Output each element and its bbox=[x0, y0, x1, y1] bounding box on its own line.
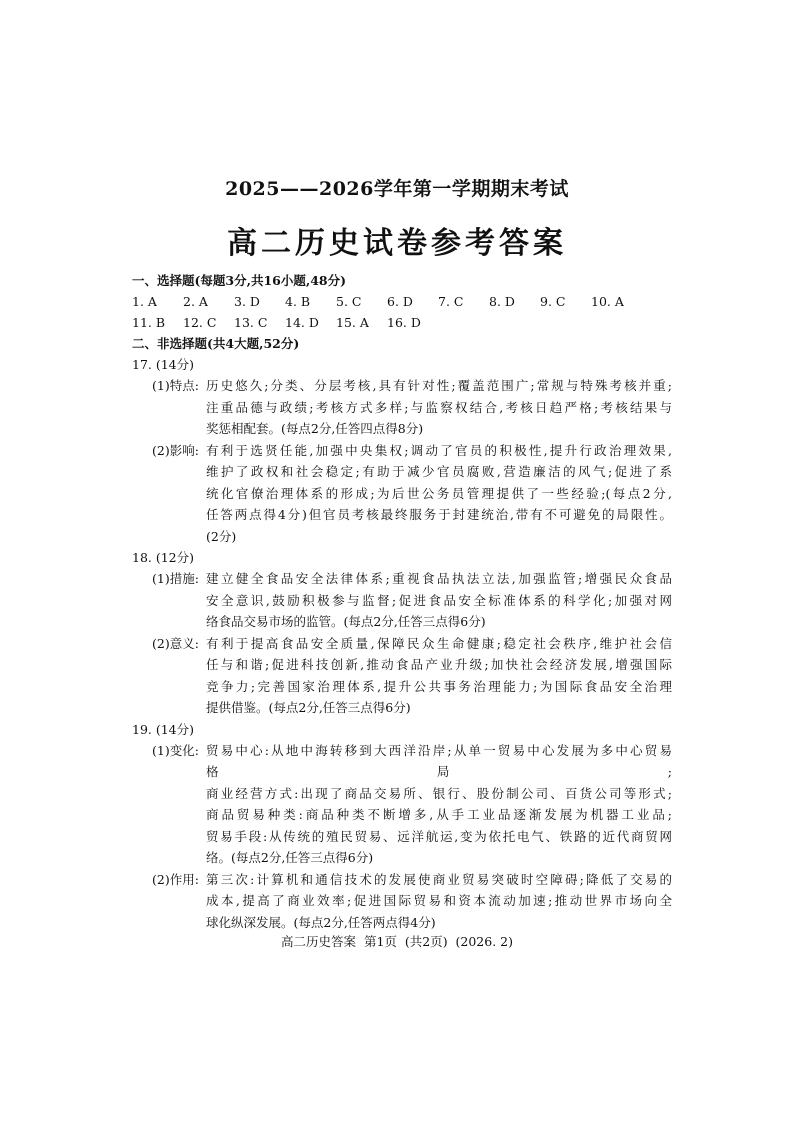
choice-answer: 3. D bbox=[234, 294, 260, 309]
part-text bbox=[206, 633, 672, 719]
choice-answer: 1. A bbox=[132, 294, 157, 309]
part-text bbox=[206, 440, 672, 548]
page-footer: 高二历史答案 第1页 (共2页) (2026. 2) bbox=[281, 934, 513, 949]
part-text bbox=[206, 869, 672, 934]
answer-part bbox=[152, 375, 672, 440]
question-number: 17. (14分) bbox=[132, 357, 195, 372]
answer-part bbox=[152, 869, 672, 934]
answer-line: 成本,提高了商业效率;促进国际贸易和资本流动加速;推动世界市场向全 bbox=[206, 893, 672, 908]
answer-line: 贸易手段:从传统的殖民贸易、远洋航运,变为依托电气、铁路的近代商贸网 bbox=[206, 828, 672, 844]
choice-answer: 2. A bbox=[183, 294, 208, 309]
choice-answer: 10. A bbox=[591, 294, 624, 309]
exam-title: 2025——2026学年第一学期期末考试 bbox=[225, 178, 569, 200]
answer-line: 奖惩相配套。(每点2分,任答四点得8分) bbox=[206, 421, 424, 436]
answer-line: 球化纵深发展。(每点2分,任答两点得4分) bbox=[206, 914, 436, 930]
section-heading-choice: 一、选择题(每题3分,共16小题,48分) bbox=[132, 273, 347, 288]
answer-line: 任答两点得4分)但官员考核最终服务于封建统治,带有不可避免的局限性。 bbox=[206, 507, 672, 522]
answer-line: 竞争力;完善国家治理体系,提升公共事务治理能力;为国际食品安全治理 bbox=[206, 678, 672, 694]
answer-line: 历史悠久;分类、分层考核,具有针对性;覆盖范围广;常规与特殊考核并重; bbox=[206, 378, 672, 393]
answer-line: 任与和谐;促进科技创新,推动食品产业升级;加快社会经济发展,增强国际 bbox=[206, 657, 672, 672]
answer-line: 提供借鉴。(每点2分,任答三点得6分) bbox=[206, 700, 411, 715]
choice-answer: 13. C bbox=[234, 315, 268, 330]
question-block bbox=[132, 547, 672, 719]
choice-answers bbox=[132, 291, 672, 333]
part-label: (2)作用: bbox=[152, 871, 199, 887]
choice-answer: 14. D bbox=[285, 315, 319, 330]
choice-row bbox=[132, 291, 672, 312]
question-number: 19. (14分) bbox=[132, 721, 195, 737]
choice-answer: 11. B bbox=[132, 315, 166, 330]
choice-answer: 12. C bbox=[183, 315, 217, 330]
answer-line: 商业经营方式:出现了商品交易所、银行、股份制公司、百货公司等形式; bbox=[206, 785, 672, 801]
answer-line: 络。(每点2分,任答三点得6分) bbox=[206, 850, 374, 865]
choice-answer: 15. A bbox=[336, 315, 369, 330]
answer-line: 格局; bbox=[206, 764, 672, 779]
answer-line: 第三次:计算机和通信技术的发展使商业贸易突破时空障碍;降低了交易的 bbox=[206, 871, 672, 887]
choice-row bbox=[132, 312, 672, 333]
choice-answer: 6. D bbox=[387, 294, 413, 309]
part-text bbox=[206, 740, 672, 869]
part-label: (1)特点: bbox=[152, 378, 199, 393]
answer-line: 安全意识,鼓励积极参与监督;促进食品安全标准体系的科学化;加强对网 bbox=[206, 592, 672, 608]
document-title: 高二历史试卷参考答案 bbox=[227, 226, 567, 261]
answer-line: 建立健全食品安全法律体系;重视食品执法立法,加强监管;增强民众食品 bbox=[206, 571, 672, 586]
section-heading-nonchoice: 二、非选择题(共4大题,52分) bbox=[132, 336, 300, 351]
choice-answer: 16. D bbox=[387, 315, 421, 330]
answer-part bbox=[152, 568, 672, 633]
answer-part bbox=[152, 440, 672, 548]
choice-answer: 5. C bbox=[336, 294, 362, 309]
part-text bbox=[206, 375, 672, 440]
part-label: (2)意义: bbox=[152, 635, 199, 651]
answer-line: 络食品交易市场的监管。(每点2分,任答三点得6分) bbox=[206, 614, 486, 629]
answer-line: 维护了政权和社会稳定;有助于减少官员腐败,营造廉洁的风气;促进了系 bbox=[206, 464, 672, 479]
answer-line: 贸易中心:从地中海转移到大西洋沿岸;从单一贸易中心发展为多中心贸易 bbox=[206, 742, 672, 758]
question-block bbox=[132, 354, 672, 547]
answer-part bbox=[152, 633, 672, 719]
answer-part bbox=[152, 740, 672, 869]
answer-line: 统化官僚治理体系的形成;为后世公务员管理提供了一些经验;(每点2分, bbox=[206, 485, 672, 501]
nonchoice-answers bbox=[132, 354, 672, 933]
answer-line: 有利于提高食品安全质量,保障民众生命健康;稳定社会秩序,维护社会信 bbox=[206, 635, 672, 651]
answer-line: 有利于选贤任能,加强中央集权;调动了官员的积极性,提升行政治理效果, bbox=[206, 442, 672, 458]
choice-answer: 4. B bbox=[285, 294, 311, 309]
question-block bbox=[132, 719, 672, 934]
choice-answer: 9. C bbox=[540, 294, 566, 309]
part-text bbox=[206, 568, 672, 633]
choice-answer: 7. C bbox=[438, 294, 464, 309]
answer-line: 商品贸易种类:商品种类不断增多,从手工业品逐渐发展为机器工业品; bbox=[206, 807, 672, 822]
part-label: (1)变化: bbox=[152, 742, 199, 758]
answer-line: (2分) bbox=[206, 528, 237, 544]
choice-answer: 8. D bbox=[489, 294, 515, 309]
question-number: 18. (12分) bbox=[132, 550, 195, 565]
part-label: (1)措施: bbox=[152, 571, 199, 586]
part-label: (2)影响: bbox=[152, 442, 199, 458]
answer-content bbox=[132, 270, 672, 933]
answer-line: 注重品德与政绩;考核方式多样;与监察权结合,考核日趋严格;考核结果与 bbox=[206, 399, 672, 415]
